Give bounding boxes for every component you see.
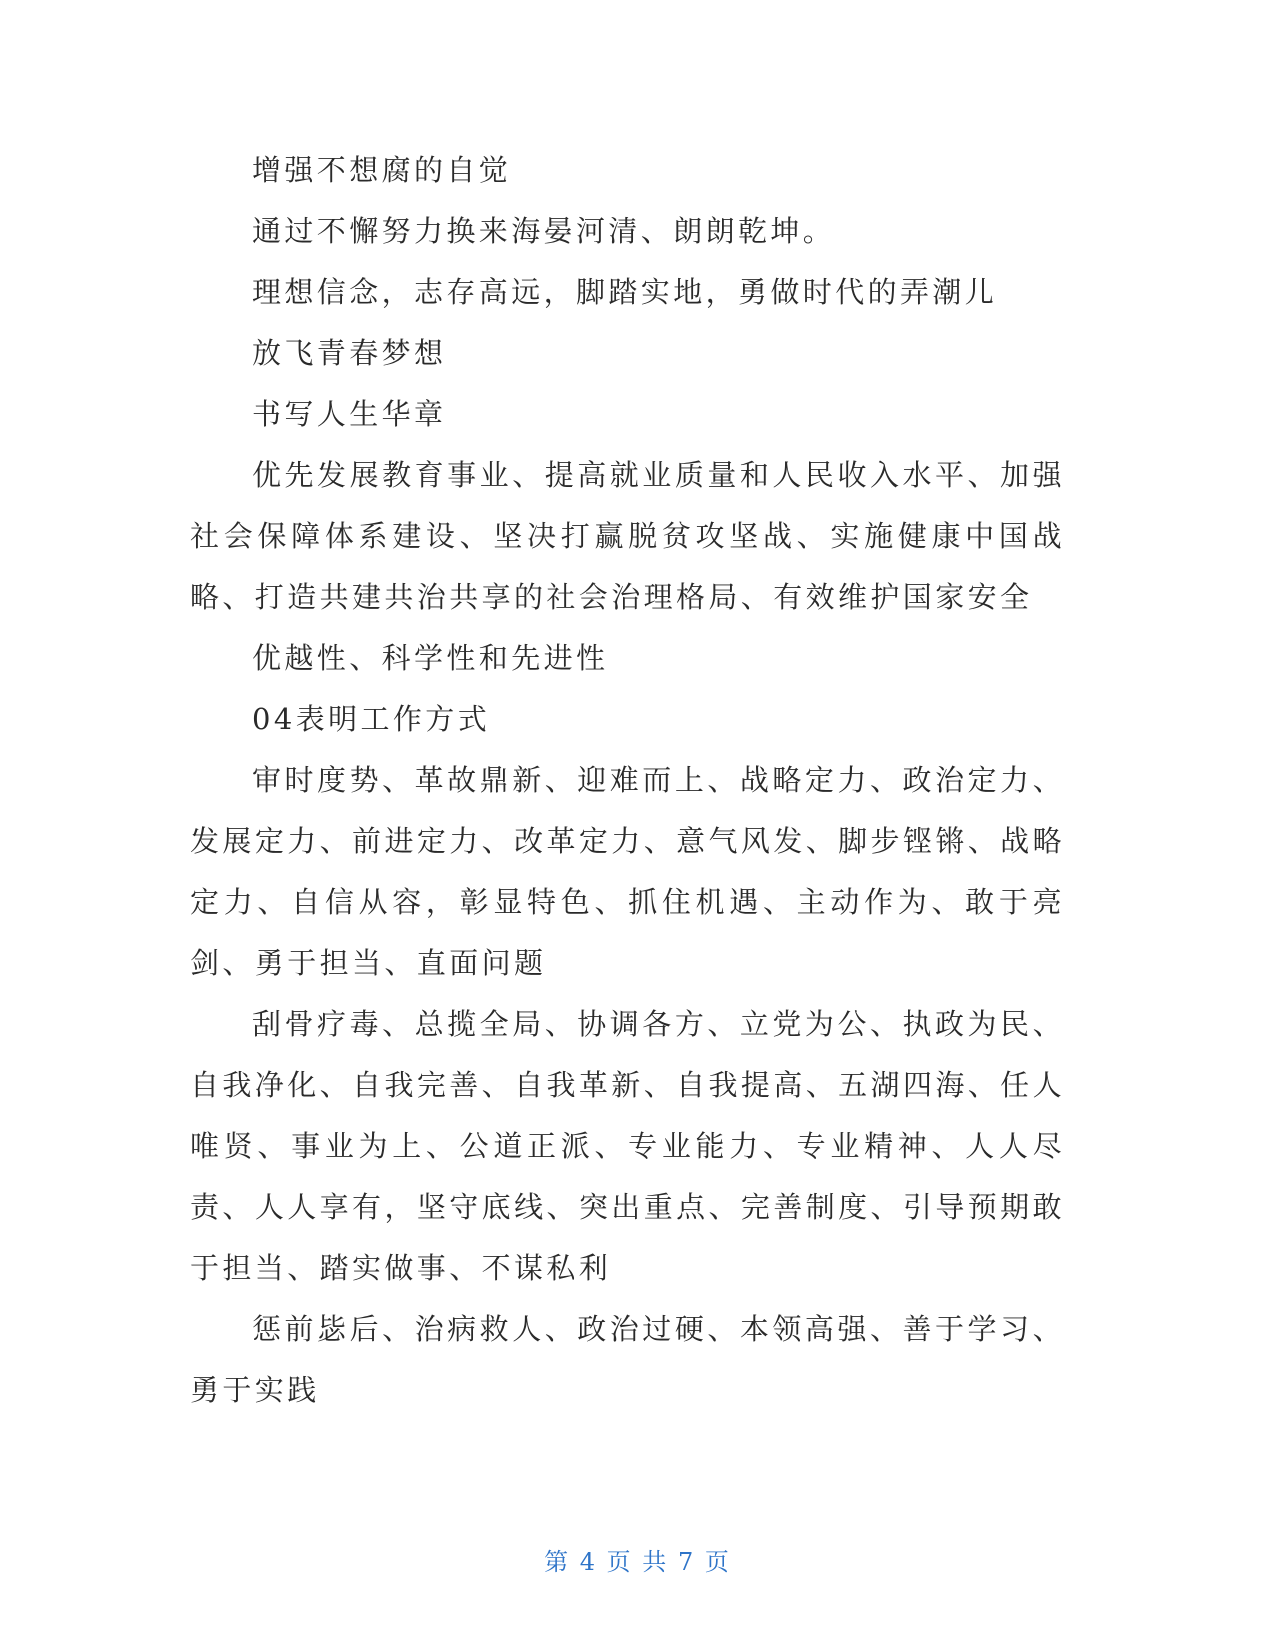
paragraph: 理想信念，志存高远，脚踏实地，勇做时代的弄潮儿: [252, 275, 998, 309]
paragraph: 惩前毖后、治病救人、政治过硬、本领高强、善于学习、勇于实践: [190, 1312, 1065, 1407]
paragraph: 优越性、科学性和先进性: [252, 641, 609, 675]
document-body: [190, 140, 1065, 1421]
paragraph: 放飞青春梦想: [252, 336, 447, 370]
paragraph: 书写人生华章: [252, 397, 447, 431]
paragraph: 通过不懈努力换来海晏河清、朗朗乾坤。: [252, 214, 836, 248]
paragraph: 增强不想腐的自觉: [252, 153, 512, 187]
paragraph: 04表明工作方式: [252, 702, 491, 736]
page-number-footer: 第 4 页 共 7 页: [544, 1548, 731, 1576]
paragraph: 刮骨疗毒、总揽全局、协调各方、立党为公、执政为民、自我净化、自我完善、自我革新、自我提高、五湖四海、任人唯贤、事业为上、公道正派、专业能力、专业精神、人人尽责、人人享有，坚守底线、突出重点、完善制度、引导预期敢于担当、踏实做事、不谋私利: [190, 1007, 1065, 1285]
paragraph: 审时度势、革故鼎新、迎难而上、战略定力、政治定力、发展定力、前进定力、改革定力、意气风发、脚步铿锵、战略定力、自信从容，彰显特色、抓住机遇、主动作为、敢于亮剑、勇于担当、直面问题: [190, 763, 1065, 980]
paragraph: 优先发展教育事业、提高就业质量和人民收入水平、加强社会保障体系建设、坚决打赢脱贫攻坚战、实施健康中国战略、打造共建共治共享的社会治理格局、有效维护国家安全: [190, 458, 1065, 614]
